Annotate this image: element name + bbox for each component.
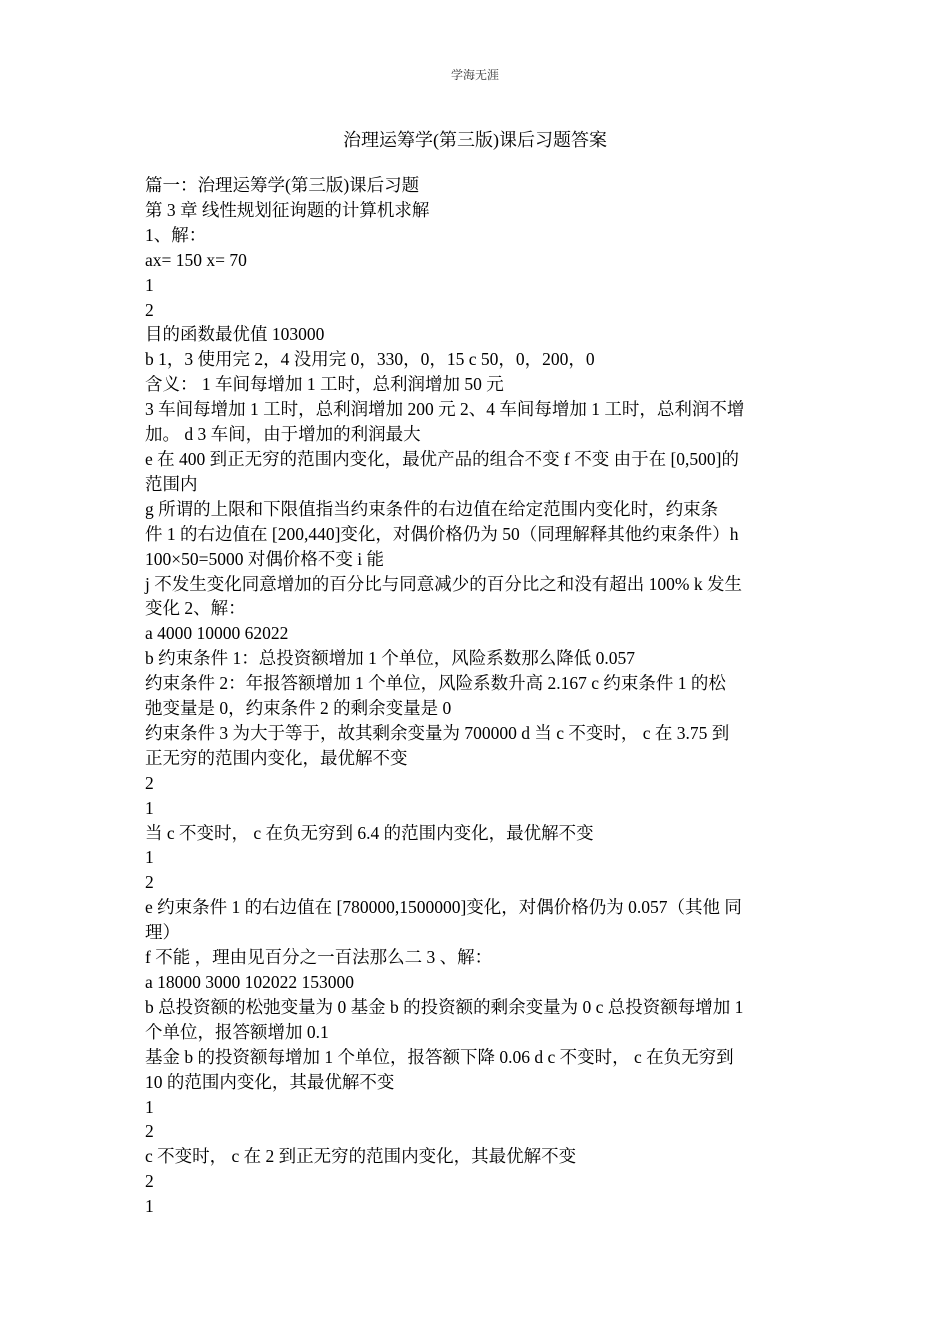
document-body	[145, 173, 810, 1219]
text-line: 1	[145, 847, 154, 868]
text-line: 1	[145, 1096, 154, 1117]
text-line: 1	[145, 797, 154, 818]
text-line: 1	[145, 274, 154, 295]
text-line: b 约束条件 1：总投资额增加 1 个单位，风险系数那么降低 0.057	[145, 648, 635, 669]
text-line: 1、解：	[145, 224, 207, 245]
text-line: c 不变时， c 在 2 到正无穷的范围内变化，其最优解不变	[145, 1146, 577, 1167]
text-line: 1	[145, 1196, 154, 1217]
text-line: 100×50=5000 对偶价格不变 i 能	[145, 548, 384, 569]
text-line: 约束条件 2：年报答额增加 1 个单位，风险系数升高 2.167 c 约束条件 1 的松	[145, 673, 726, 694]
text-line: b 1，3 使用完 2，4 没用完 0，330，0，15 c 50，0，200，0	[145, 349, 595, 370]
text-line: e 约束条件 1 的右边值在 [780000,1500000]变化，对偶价格仍为 0.057（其他 同	[145, 897, 742, 918]
text-line: 篇一：治理运筹学(第三版)课后习题	[145, 175, 420, 195]
text-line: e 在 400 到正无穷的范围内变化，最优产品的组合不变 f 不变 由于在 [0,500]的	[145, 448, 739, 469]
text-line: 2	[145, 1121, 154, 1142]
document-title: 治理运筹学(第三版)课后习题答案	[343, 130, 607, 150]
text-line: 第 3 章 线性规划征询题的计算机求解	[145, 199, 430, 220]
text-line: 2	[145, 299, 154, 320]
text-line: a 4000 10000 62022	[145, 623, 289, 644]
text-line: 约束条件 3 为大于等于，故其剩余变量为 700000 d 当 c 不变时， c 在 3.75 到	[145, 722, 730, 743]
text-line: 加。 d 3 车间，由于增加的利润最大	[145, 424, 421, 445]
text-line: g 所谓的上限和下限值指当约束条件的右边值在给定范围内变化时，约束条	[145, 498, 719, 519]
text-line: 目的函数最优值 103000	[145, 324, 325, 345]
text-line: 2	[145, 1171, 154, 1192]
text-line: 3 车间每增加 1 工时，总利润增加 200 元 2、4 车间每增加 1 工时，总利润不增	[145, 399, 745, 420]
text-line: 2	[145, 772, 154, 793]
text-line: 变化 2、解：	[145, 598, 246, 619]
text-line: 件 1 的右边值在 [200,440]变化，对偶价格仍为 50（同理解释其他约束条件）h	[145, 523, 739, 544]
text-line: 个单位，报答额增加 0.1	[145, 1021, 329, 1042]
text-line: 理）	[145, 922, 180, 943]
text-line: 范围内	[145, 473, 198, 494]
text-line: ax= 150 x= 70	[145, 249, 247, 270]
text-line: a 18000 3000 102022 153000	[145, 972, 355, 992]
text-line: 含义： 1 车间每增加 1 工时，总利润增加 50 元	[145, 374, 504, 395]
text-line: 正无穷的范围内变化，最优解不变	[145, 747, 408, 768]
text-line: 当 c 不变时， c 在负无穷到 6.4 的范围内变化，最优解不变	[145, 822, 594, 843]
text-line: j 不发生变化同意增加的百分比与同意减少的百分比之和没有超出 100% k 发生	[145, 573, 742, 594]
text-line: 弛变量是 0，约束条件 2 的剩余变量是 0	[145, 698, 452, 719]
text-line: 2	[145, 872, 154, 893]
text-line: 基金 b 的投资额每增加 1 个单位，报答额下降 0.06 d c 不变时， c 在负无穷到	[145, 1046, 734, 1067]
text-line: f 不能 ，理由见百分之一百法那么二 3 、解：	[145, 947, 493, 968]
text-line: 10 的范围内变化，其最优解不变	[145, 1071, 395, 1092]
page-header: 学海无涯	[450, 68, 499, 82]
text-line: b 总投资额的松弛变量为 0 基金 b 的投资额的剩余变量为 0 c 总投资额每增加 1	[145, 996, 744, 1017]
